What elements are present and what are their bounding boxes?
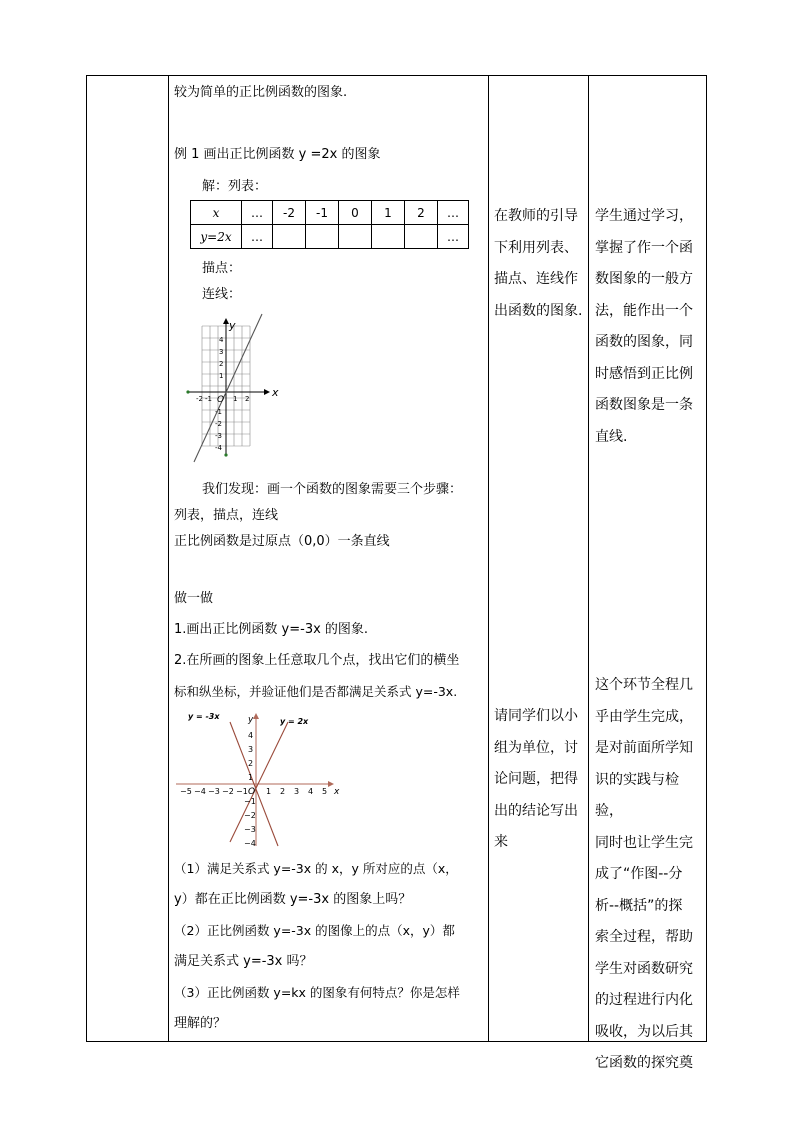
tick-label: 1 [266,787,272,796]
tick-label: 1 [219,372,224,380]
y-axis-label: y [248,715,254,725]
tick-label: -4 [215,444,222,452]
text-line: 出的结论写出 [494,802,578,819]
teacher-activity-1 [494,201,584,327]
text-line: 在教师的引导 [494,208,578,224]
y-axis-label: y [229,319,236,332]
tick-label: 2 [248,759,254,768]
question-2-line-1: （2）正比例函数 y=-3x 的图像上的点（x，y）都 [174,923,455,938]
discovery-line-2: 列表，描点，连线 [174,508,279,523]
text-line: 是对前面所学知 [595,740,693,756]
table-cell: … [438,225,469,249]
text-line: 组为单位，讨 [494,739,578,756]
text-line: 数图象的一般方 [595,271,693,287]
design-intent-2 [595,670,703,1080]
text-line: 描点、连线作 [494,271,578,287]
tick-label: −3 [208,787,220,796]
try-title: 做一做 [174,591,214,606]
tick-label: −1 [244,797,256,806]
text-line: 法，能作出一个 [595,302,693,319]
text-line: 请同学们以小 [494,708,578,724]
text-line: 来 [494,834,508,850]
text-line: 识的实践与检验， [595,771,679,819]
x-axis-label: x [334,787,340,797]
tick-label: 1 [233,395,238,403]
text-line: 同时也让学生完 [595,834,693,851]
table-cell [273,225,306,249]
table-cell [372,225,405,249]
table-cell [306,225,339,249]
tick-label: 2 [280,787,286,796]
text-line: 时感悟到正比例 [595,365,693,382]
text-line: 这个环节全程几 [595,677,693,693]
task-2-line-2: 标和纵坐标，并验证他们是否都满足关系式 y=-3x. [174,684,458,699]
text-line: 的过程进行内化 [595,992,693,1008]
column-divider-1 [168,75,169,1042]
text-line: 出函数的图象. [494,302,583,319]
text-line: 吸收，为以后其 [595,1023,693,1040]
table-row [191,225,469,249]
tick-label: 4 [308,787,314,796]
table-row [191,201,469,225]
table-cell [405,225,438,249]
table-cell: 2 [405,201,438,225]
tick-label: 4 [219,336,224,344]
text-line: 索全过程，帮助 [595,929,693,945]
text-line: 函数的图象，同 [595,334,693,350]
text-line: 学生对函数研究 [595,960,693,977]
label-y-2x: y = 2x [280,717,309,726]
text-line: 函数图象是一条 [595,397,693,413]
text-line: 成了“作图--分 [595,866,683,882]
teacher-activity-2 [494,701,584,859]
table-cell: -2 [273,201,306,225]
plot-label: 描点： [202,261,242,276]
discovery-line-1: 我们发现：画一个函数的图象需要三个步骤： [202,482,463,497]
tick-label: -3 [215,432,222,440]
tick-label: 2 [245,395,250,403]
origin-label: O [248,787,256,797]
text-line: 下利用列表、 [494,239,578,256]
intro-text: 较为简单的正比例函数的图象. [174,85,348,100]
task-2-line-1: 2.在所画的图象上任意取几个点，找出它们的横坐 [174,653,460,668]
text-line: 它函数的探究奠 [595,1055,693,1071]
question-2-line-2: 满足关系式 y=-3x 吗？ [174,954,313,969]
tick-label: -2 [215,420,222,428]
table-cell [339,225,372,249]
design-intent-1 [595,201,703,453]
tick-label: −3 [244,825,256,834]
tick-label: -2 [196,395,203,403]
tick-label: −2 [244,811,256,820]
tick-label: 1 [248,773,254,782]
example-title: 例 1 画出正比例函数 y =2x 的图象 [174,147,381,162]
question-1-line-2: y）都在正比例函数 y=-3x 的图象上吗？ [174,892,412,907]
column-divider-3 [588,75,589,1042]
tick-label: 2 [219,360,224,368]
tick-label: 3 [219,348,224,356]
table-cell: … [242,225,273,249]
label-y-neg3x: y = -3x [188,712,220,721]
question-3-line-2: 理解的？ [174,1016,227,1031]
column-divider-2 [488,75,489,1042]
question-1-line-1: （1）满足关系式 y=-3x 的 x，y 所对应的点（x， [174,861,458,876]
tick-label: -1 [215,408,222,416]
tick-label: -1 [205,395,212,403]
table-cell: … [438,201,469,225]
text-line: 论问题，把得 [494,771,578,787]
question-3-line-1: （3）正比例函数 y=kx 的图象有何特点？你是怎样 [174,985,460,1000]
tick-label: −4 [244,839,256,848]
text-line: 乎由学生完成， [595,708,693,725]
origin-label: O [217,395,225,405]
discovery-line-3: 正比例函数是过原点（0,0）一条直线 [174,534,390,549]
text-line: 直线. [595,428,628,445]
solution-label: 解：列表： [202,179,268,194]
text-line: 掌握了作一个函 [595,239,693,256]
table-cell: -1 [306,201,339,225]
task-1: 1.画出正比例函数 y=-3x 的图象. [174,622,369,637]
table-cell: 1 [372,201,405,225]
tick-label: −5 [180,787,192,796]
tick-label: −1 [236,787,248,796]
tick-label: −4 [194,787,206,796]
tick-label: 4 [248,731,254,740]
value-table [190,200,469,249]
graph-y-neg3x-and-2x [172,710,344,850]
text-line: 析--概括”的探 [595,897,683,914]
text-line: 学生通过学习， [595,208,693,224]
tick-label: 5 [322,787,328,796]
tick-label: −2 [222,787,234,796]
tick-label: 3 [248,745,254,754]
table-cell: 0 [339,201,372,225]
table-cell: … [242,201,273,225]
graph-y-2x [184,312,284,464]
connect-label: 连线： [202,287,242,302]
table-cell: x [191,201,242,225]
x-axis-label: x [272,386,279,399]
tick-label: 3 [294,787,300,796]
table-cell: y=2x [191,225,242,249]
